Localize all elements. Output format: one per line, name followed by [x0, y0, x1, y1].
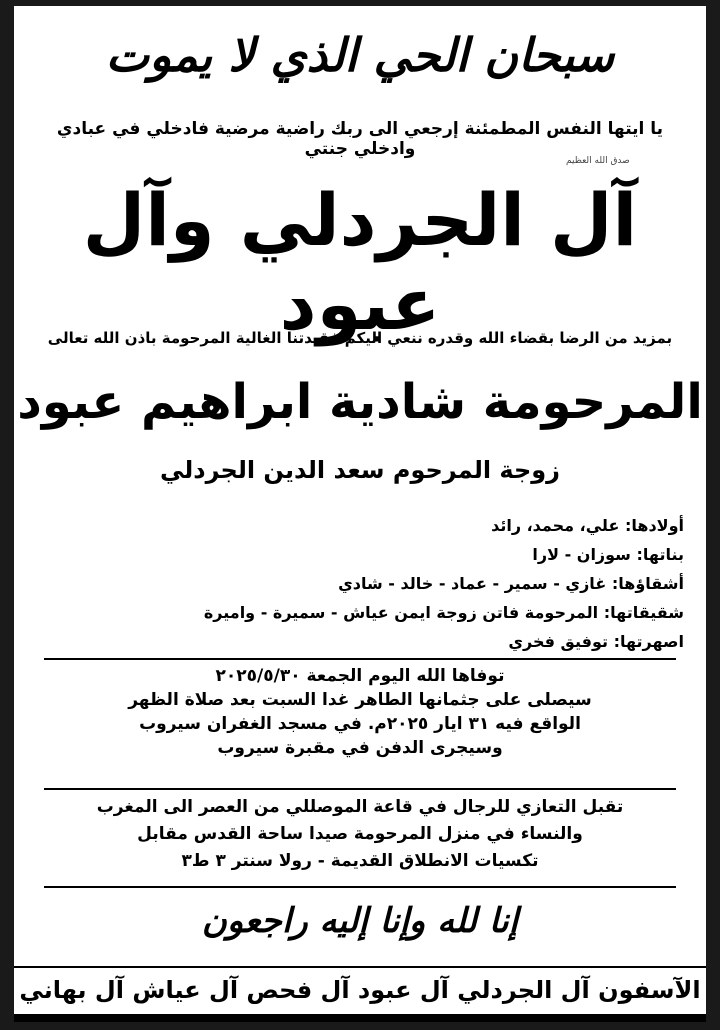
header-calligraphy: سبحان الحي الذي لا يموت — [105, 28, 615, 82]
deceased-name: المرحومة شادية ابراهيم عبود — [17, 374, 703, 430]
relatives-in-laws: اصهرتها: توفيق فخري — [508, 632, 684, 651]
relatives-brothers: أشقاؤها: غازي - سمير - عماد - خالد - شادي — [338, 574, 684, 593]
funeral-line: وسيجرى الدفن في مقبرة سيروب — [217, 738, 503, 758]
families-title: آل الجردلي وآل عبود — [82, 178, 638, 346]
relatives-list — [44, 511, 684, 656]
relatives-sisters: شقيقاتها: المرحومة فاتن زوجة ايمن عياش - سميرة - واميرة — [203, 603, 684, 622]
footer-calligraphy: إنا لله وإنا إليه راجعون — [201, 901, 519, 941]
condolence-line: تقبل التعازي للرجال في قاعة الموصللي من العصر الى المغرب — [96, 797, 624, 817]
spouse-line: زوجة المرحوم سعد الدين الجردلي — [160, 456, 560, 484]
funeral-details — [44, 658, 676, 792]
condolence-line: والنساء في منزل المرحومة صيدا ساحة القدس مقابل — [137, 824, 583, 844]
funeral-line: توفاها الله اليوم الجمعة ٢٠٢٥/٥/٣٠ — [215, 666, 505, 686]
signers-line: الآسفون آل الجردلي آل عبود آل فحص آل عياش آل بهاني — [14, 966, 706, 1004]
condolence-line: تكسيات الانطلاق القديمة - رولا سنتر ٣ ط٣ — [181, 851, 539, 871]
funeral-line: سيصلى على جثمانها الطاهر غدا السبت بعد صلاة الظهر — [128, 690, 592, 710]
verse-attribution: صدق الله العظيم — [566, 156, 630, 166]
relatives-daughters: بناتها: سوزان - لارا — [532, 545, 684, 564]
funeral-line: الواقع فيه ٣١ ايار ٢٠٢٥م. في مسجد الغفران سيروب — [139, 714, 581, 734]
condolence-details — [44, 788, 676, 888]
obituary-notice — [14, 6, 706, 1022]
relatives-sons: أولادها: علي، محمد، رائد — [491, 516, 684, 535]
quran-verse: يا ايتها النفس المطمئنة إرجعي الى ربك راضية مرضية فادخلي في عبادي وادخلي جنتي — [56, 119, 664, 159]
bottom-divider — [14, 1014, 706, 1022]
intro-text: بمزيد من الرضا بقضاء الله وقدره ننعي اليكم فقيدتنا الغالية المرحومة باذن الله تعالى — [47, 329, 673, 347]
